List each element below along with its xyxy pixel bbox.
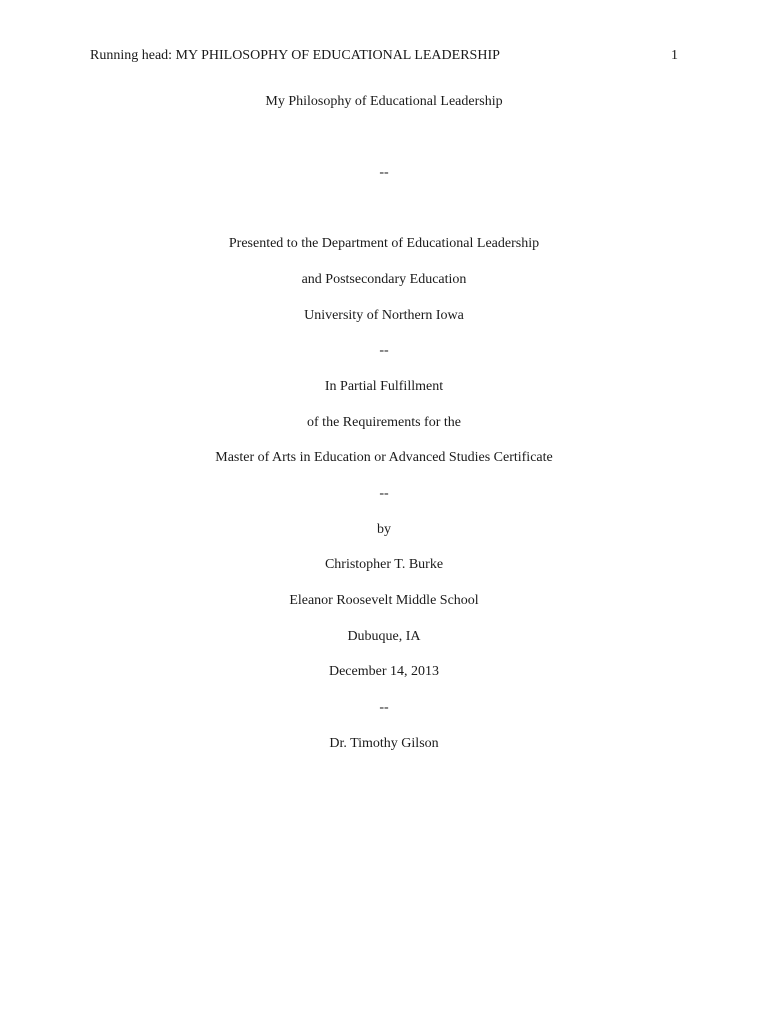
date: December 14, 2013 (328, 664, 440, 679)
separator: -- (379, 165, 389, 180)
school-name: Eleanor Roosevelt Middle School (289, 593, 479, 608)
page-number: 1 (671, 48, 678, 63)
fulfillment-line-2: of the Requirements for the (307, 415, 461, 430)
document-title: My Philosophy of Educational Leadership (265, 94, 503, 109)
degree-name: Master of Arts in Education or Advanced Studies Certificate (215, 450, 553, 465)
location: Dubuque, IA (347, 629, 421, 644)
presented-to-line-1: Presented to the Department of Educational Leadership (228, 236, 540, 251)
separator: -- (379, 700, 389, 715)
fulfillment-line-1: In Partial Fulfillment (324, 379, 444, 394)
by-line: by (377, 522, 391, 537)
page-header (90, 46, 678, 66)
advisor-name: Dr. Timothy Gilson (329, 736, 439, 751)
running-head: Running head: MY PHILOSOPHY OF EDUCATIONAL LEADERSHIP (90, 48, 500, 63)
presented-to-line-2: and Postsecondary Education (301, 272, 467, 287)
university-name: University of Northern Iowa (304, 308, 464, 323)
author-name: Christopher T. Burke (324, 557, 444, 572)
separator: -- (379, 343, 389, 358)
separator: -- (379, 486, 389, 501)
